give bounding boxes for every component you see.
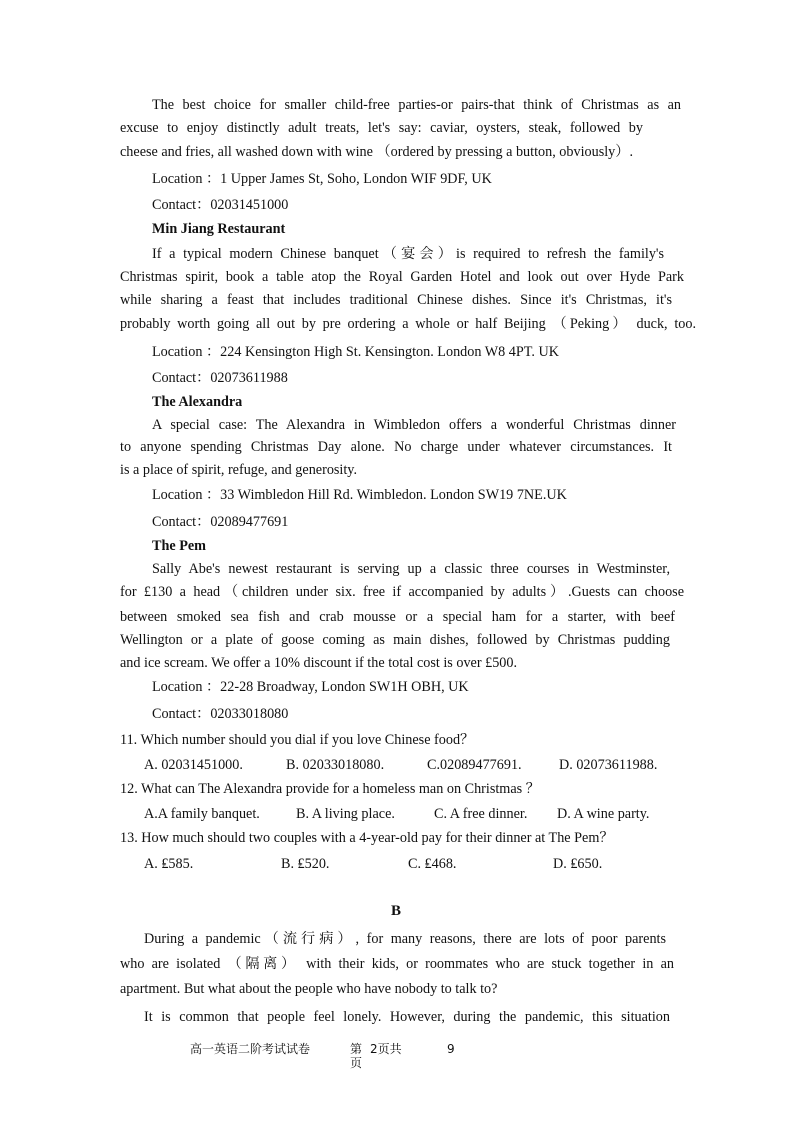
- option-a: A.A family banquet.: [144, 806, 260, 822]
- option-c: C. ₤468.: [408, 856, 457, 872]
- alexandra-line-2: to anyone spending Christmas Day alone. No charge under whatever circumstances. It: [120, 439, 672, 455]
- option-b: B. 02033018080.: [286, 757, 385, 773]
- question-12-options: [144, 805, 684, 823]
- question-13-options: [144, 855, 684, 873]
- alexandra-line-3: is a place of spirit, refuge, and generosity.: [120, 462, 358, 478]
- option-d: D. ₤650.: [553, 856, 603, 872]
- pem-line-3: between smoked sea fish and crab mousse or a special ham for a starter, with beef: [120, 609, 675, 625]
- intro-location: Location ：1 Upper James St, Soho, London WIF 9DF, UK: [152, 171, 492, 187]
- footer-exam-title: 高一英语二阶考试试卷: [190, 1042, 311, 1056]
- min-jiang-location: Location ：224 Kensington High St. Kensington. London W8 4PT. UK: [152, 344, 559, 360]
- restaurant-name-pem: The Pem: [152, 538, 206, 554]
- alexandra-line-1: A special case: The Alexandra in Wimbledon offers a wonderful Christmas dinner: [152, 417, 676, 433]
- intro-line-2: excuse to enjoy distinctly adult treats, let's say: caviar, oysters, steak, followed by: [120, 120, 643, 136]
- restaurant-name-alexandra: The Alexandra: [152, 394, 243, 410]
- min-jiang-contact: Contact：02073611988: [152, 370, 288, 386]
- option-c: C. A free dinner.: [434, 806, 528, 822]
- footer-page-total: 9: [447, 1042, 455, 1056]
- section-b-line-3: apartment. But what about the people who have nobody to talk to?: [120, 981, 498, 997]
- intro-contact: Contact：02031451000: [152, 197, 289, 213]
- footer-page-middle: 2页共: [370, 1042, 402, 1056]
- question-11-stem: 11. Which number should you dial if you love Chinese food？: [120, 732, 475, 748]
- min-jiang-line-4: probably worth going all out by pre ordering a whole or half Beijing （Peking） duck, too.: [120, 316, 696, 332]
- pem-line-1: Sally Abe's newest restaurant is serving up a classic three courses in Westminster,: [152, 561, 670, 577]
- min-jiang-line-3: while sharing a feast that includes traditional Chinese dishes. Since it's Christmas, it's: [120, 292, 672, 308]
- option-b: B. ₤520.: [281, 856, 330, 872]
- pem-location: Location ：22-28 Broadway, London SW1H OBH, UK: [152, 679, 469, 695]
- footer-page-suffix: 页: [350, 1056, 363, 1070]
- section-b-line-4: It is common that people feel lonely. However, during the pandemic, this situation: [144, 1009, 670, 1025]
- restaurant-name-min-jiang: Min Jiang Restaurant: [152, 221, 286, 237]
- section-b-line-1: During a pandemic（流行病）, for many reasons, there are lots of poor parents: [144, 931, 666, 947]
- option-a: A. ₤585.: [144, 856, 194, 872]
- option-b: B. A living place.: [296, 806, 395, 822]
- question-12-stem: 12. What can The Alexandra provide for a homeless man on Christmas ？: [120, 781, 540, 797]
- pem-contact: Contact：02033018080: [152, 706, 289, 722]
- option-d: D. 02073611988.: [559, 757, 658, 773]
- section-b-heading: B: [391, 903, 402, 919]
- min-jiang-line-1: If a typical modern Chinese banquet（宴会）is required to refresh the family's: [152, 246, 664, 262]
- min-jiang-line-2: Christmas spirit, book a table atop the Royal Garden Hotel and look out over Hyde Park: [120, 269, 684, 285]
- option-d: D. A wine party.: [557, 806, 650, 822]
- question-11-options: [144, 756, 684, 774]
- option-a: A. 02031451000.: [144, 757, 243, 773]
- alexandra-contact: Contact：02089477691: [152, 514, 289, 530]
- question-13-stem: 13. How much should two couples with a 4-year-old pay for their dinner at The Pem？: [120, 830, 614, 846]
- pem-line-4: Wellington or a plate of goose coming as main dishes, followed by Christmas pudding: [120, 632, 670, 648]
- pem-line-2: for £130 a head（children under six. free if accompanied by adults）.Guests can choose: [120, 584, 684, 600]
- intro-line-3: cheese and fries, all washed down with wine （ordered by pressing a button, obviously）.: [120, 144, 634, 160]
- footer-page-prefix: 第: [350, 1042, 363, 1056]
- section-b-line-2: who are isolated （隔离） with their kids, or roommates who are stuck together in an: [120, 956, 674, 972]
- alexandra-location: Location ：33 Wimbledon Hill Rd. Wimbledon. London SW19 7NE.UK: [152, 487, 567, 503]
- pem-line-5: and ice scream. We offer a 10% discount if the total cost is over £500.: [120, 655, 518, 671]
- option-c: C.02089477691.: [427, 757, 522, 773]
- intro-line-1: The best choice for smaller child-free parties-or pairs-that think of Christmas as an: [152, 97, 681, 113]
